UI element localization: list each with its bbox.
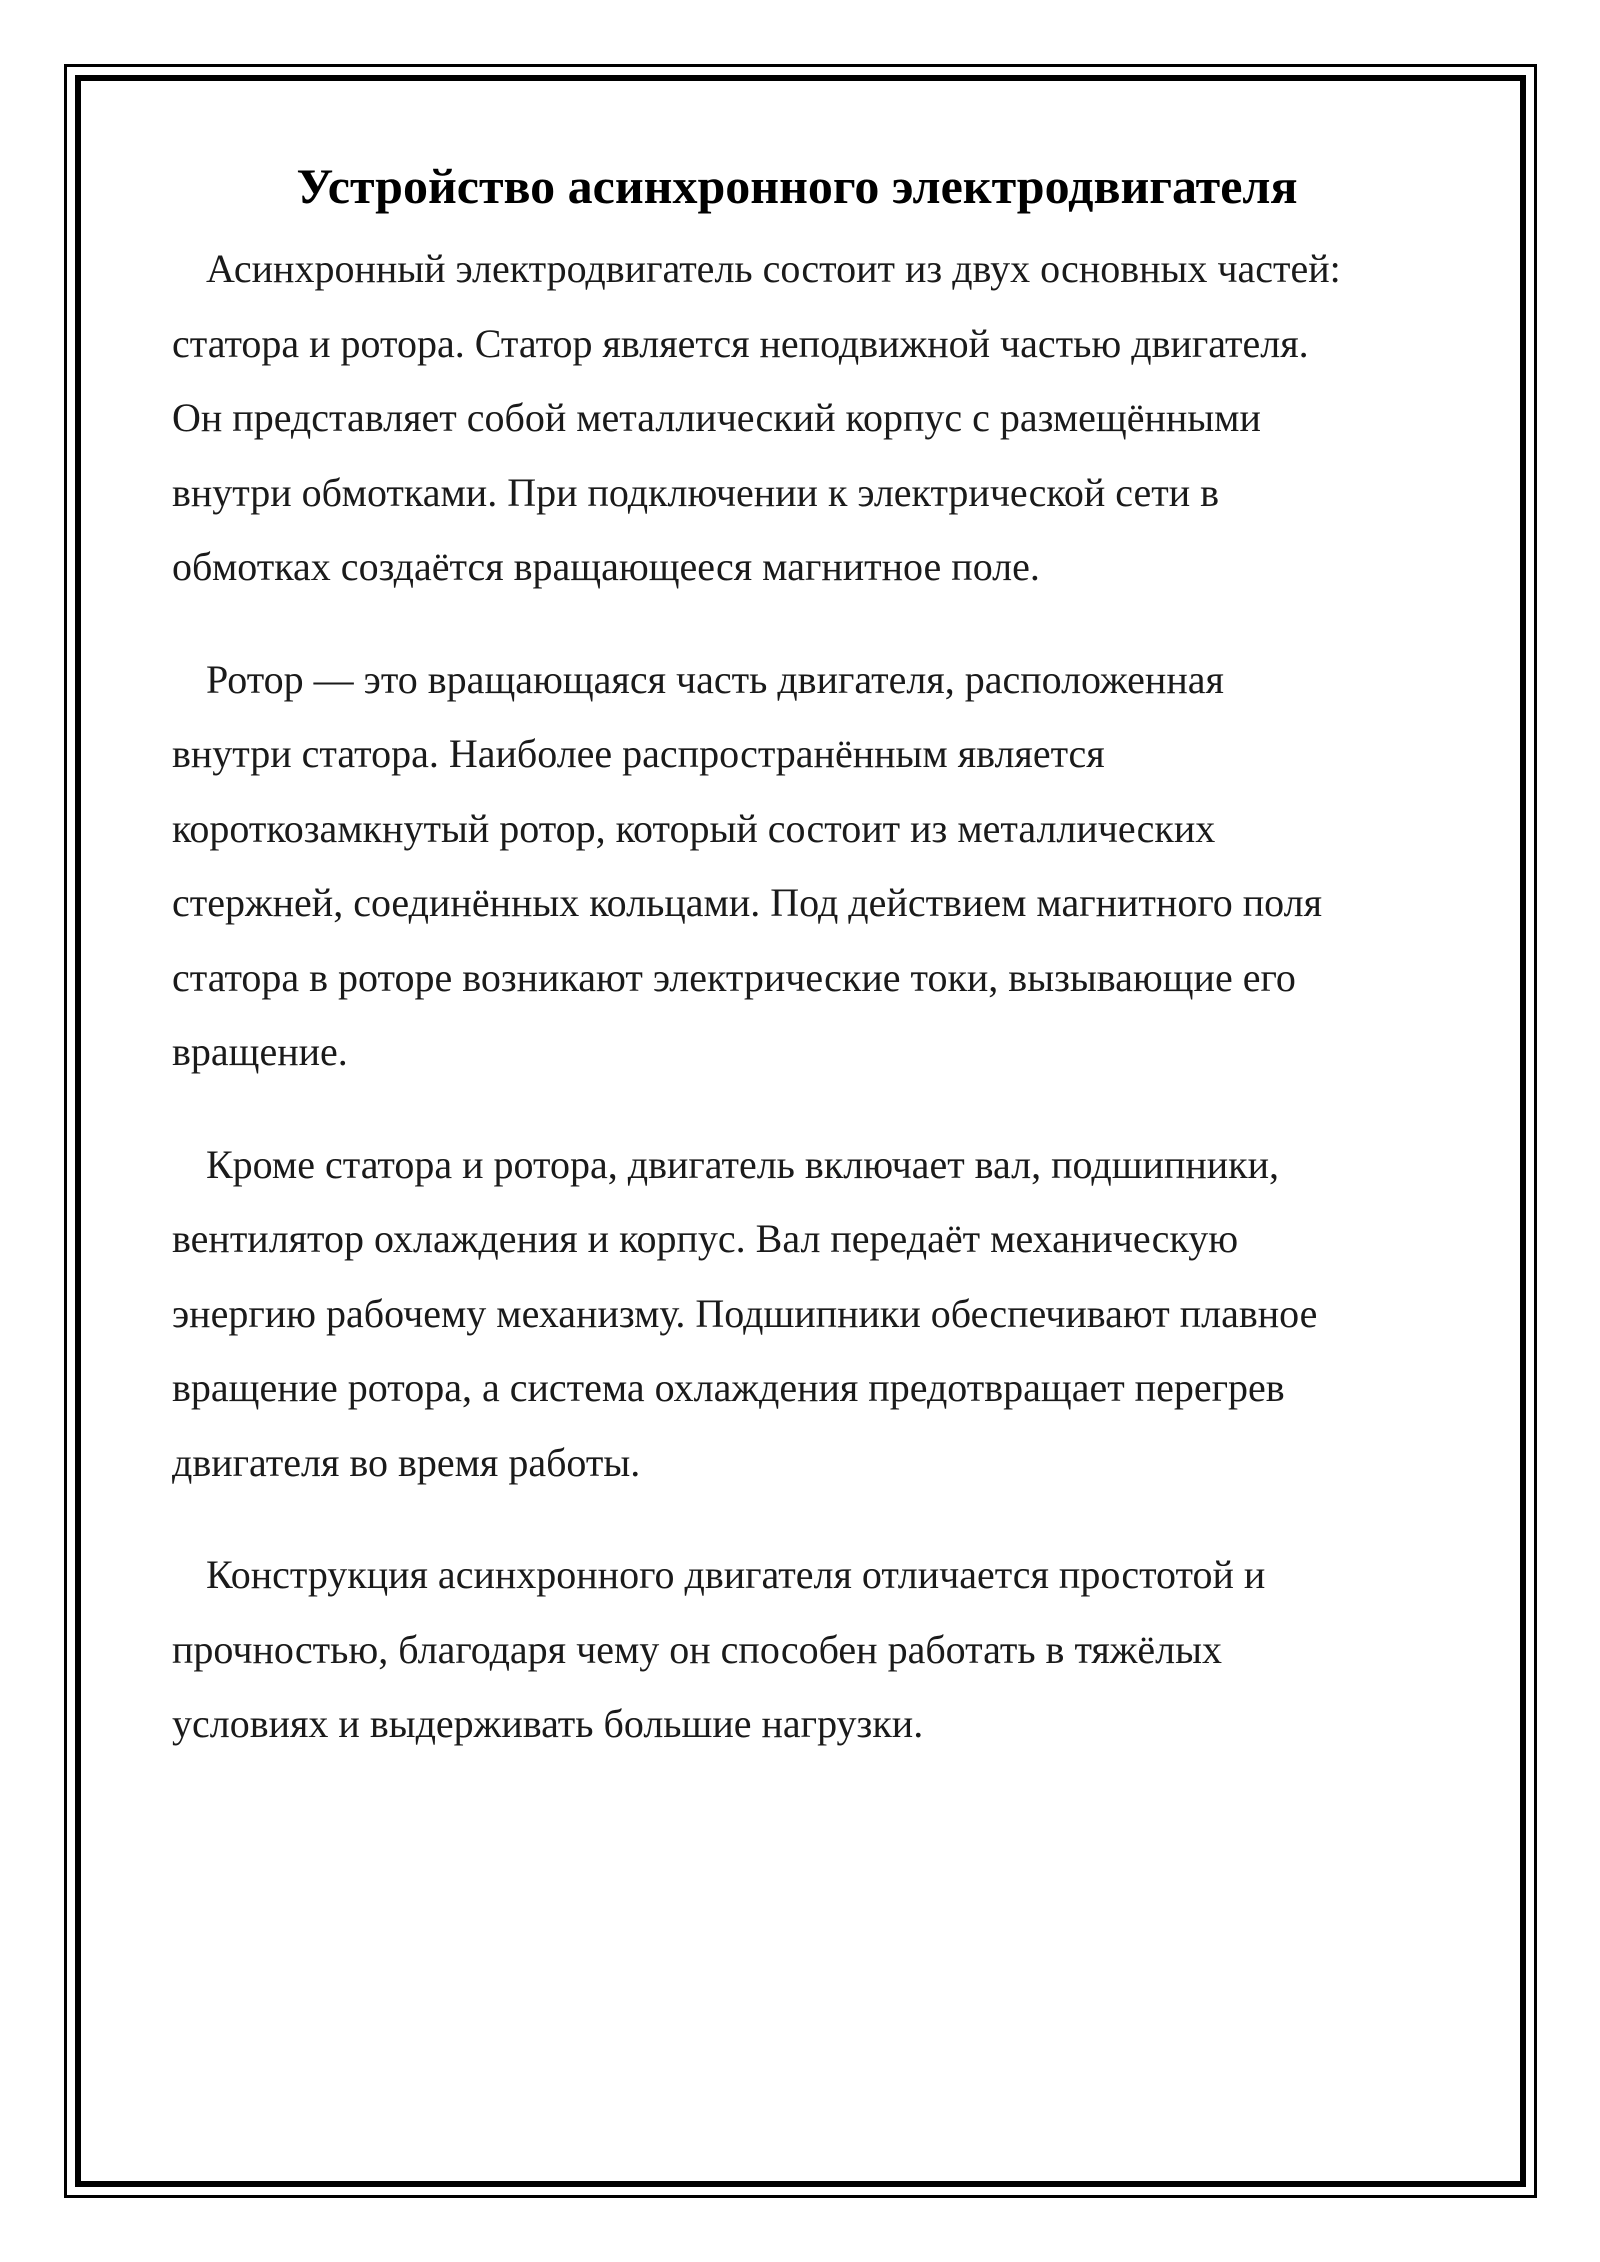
text-line: статора и ротора. Статор является неподвижной частью двигателя. (172, 320, 1309, 366)
text-line: Он представляет собой металлический корпус с размещёнными (172, 395, 1261, 440)
text-line: обмотках создаётся вращающееся магнитное поле. (172, 544, 1040, 589)
text-line: прочностью, благодаря чему он способен работать в тяжёлых (172, 1626, 1223, 1672)
text-line: энергию рабочему механизму. Подшипники обеспечивают плавное (172, 1290, 1318, 1336)
text-line: вентилятор охлаждения и корпус. Вал передаёт механическую (172, 1216, 1239, 1261)
text-line: вращение ротора, а система охлаждения предотвращает перегрев (172, 1365, 1285, 1410)
text-line: двигателя во время работы. (172, 1439, 641, 1485)
text-line: статора в роторе возникают электрические токи, вызывающие его (172, 954, 1296, 1000)
text-line: внутри статора. Наиболее распространённым является (172, 731, 1105, 776)
text-line: Кроме статора и ротора, двигатель включает вал, подшипники, (206, 1141, 1279, 1187)
text-line: условиях и выдерживать большие нагрузки. (172, 1701, 924, 1746)
text-line: Асинхронный электродвигатель состоит из двух основных частей: (206, 246, 1341, 291)
paragraph-components (172, 1128, 1452, 1501)
text-line: вращение. (172, 1029, 348, 1074)
text-line: стержней, соединённых кольцами. Под действием магнитного поля (172, 880, 1322, 925)
document-body (172, 140, 1452, 1800)
text-line: Ротор — это вращающаяся часть двигателя, расположенная (206, 656, 1224, 702)
text-line: внутри обмотками. При подключении к электрической сети в (172, 469, 1220, 515)
paragraph-rotor (172, 643, 1452, 1090)
paragraph-stator (172, 232, 1452, 605)
text-line: Конструкция асинхронного двигателя отличается простотой и (206, 1552, 1266, 1597)
text-line: короткозамкнутый ротор, который состоит из металлических (172, 805, 1216, 851)
document-title: Устройство асинхронного электродвигателя (296, 158, 1298, 214)
paragraph-construction (172, 1538, 1452, 1762)
